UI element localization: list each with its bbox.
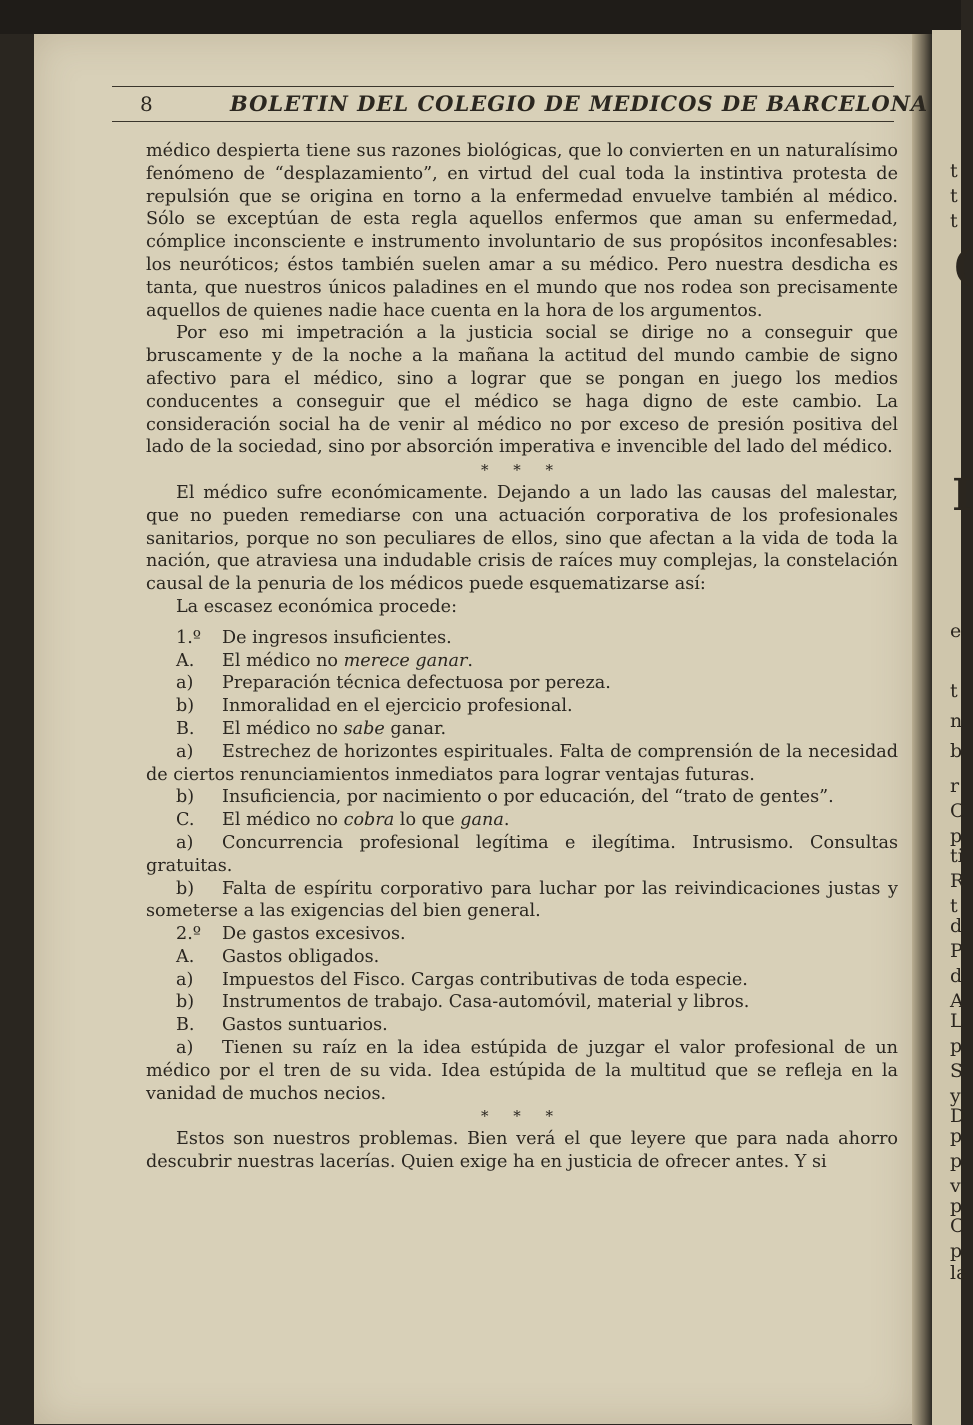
next-page-fragment: p <box>950 825 963 847</box>
next-page-fragment: R <box>950 870 965 892</box>
outline-text: Falta de espíritu corporativo para luchar por las reivindicaciones justas y someterse a las exigencias del bien general. <box>146 878 898 922</box>
outline-item <box>146 946 898 969</box>
next-page-fragment: y <box>950 1085 961 1107</box>
emphasis: gana <box>460 810 504 831</box>
outline-text: El médico no <box>222 718 344 739</box>
outline-text: Estrechez de horizontes espirituales. Falta de comprensión de la necesidad de ciertos renunciamientos inmediatos para lograr ventajas futuras. <box>146 741 898 785</box>
emphasis: cobra <box>343 810 395 831</box>
next-page-fragment: t <box>950 160 958 182</box>
next-page-fragment: p <box>950 1195 963 1217</box>
outline-label: C. <box>176 810 195 831</box>
next-page-fragment: e <box>950 620 962 642</box>
outline-item <box>146 832 898 878</box>
paragraph: médico despierta tiene sus razones biológicas, que lo convierten en un naturalísimo fenómeno de “desplazamiento”, en virtud del cual toda la instintiva protesta de repulsión que se origina en torno a la enfermedad envuelve también al médico. Sólo se exceptúan de esta regla aquellos enfermos que aman su enfermedad, cómplice inconsciente e instrumento involuntario de sus propósitos inconfesables: los neuróticos; éstos también suelen amar a su médico. Pero nuestra desdicha es tanta, que nuestros únicos paladines en el mundo que nos rodea son precisamente aquellos de quienes nadie hace cuenta en la hora de los argumentos. <box>146 141 898 321</box>
outline-label: B. <box>176 1015 195 1036</box>
outline-label: A. <box>176 946 195 967</box>
next-page-fragment: r <box>950 775 960 797</box>
outline-text: De gastos excesivos. <box>222 924 406 945</box>
next-page-edge <box>932 30 973 1425</box>
outline-label: 2.º <box>176 924 202 945</box>
outline-label: b) <box>176 878 195 899</box>
journal-title: BOLETIN DEL COLEGIO DE MEDICOS DE BARCELONA <box>230 91 929 116</box>
next-page-fragment: d <box>950 915 963 937</box>
outline-item <box>146 878 898 924</box>
next-page-fragment: ( <box>952 240 973 291</box>
paragraph: Por eso mi impetración a la justicia social se dirige no a conseguir que bruscamente y de la noche a la mañana la actitud del mundo cambie de signo afectivo para el médico, sino a lograr que se pongan en juego los medios conducentes a conseguir que el médico se haga digno de este cambio. La consideración social ha de venir al médico no por exceso de presión positiva del lado de la sociedad, sino por absorción imperativa e invencible del lado del médico. <box>146 323 898 458</box>
section-separator: * * * <box>480 461 564 480</box>
outline-label: a) <box>176 1038 194 1059</box>
outline-text: . <box>467 650 473 671</box>
outline-text: El médico no <box>222 810 344 831</box>
outline-label: B. <box>176 718 195 739</box>
outline-text: lo que <box>394 810 461 831</box>
outline-text: Preparación técnica defectuosa por pereza. <box>222 673 611 694</box>
outline-text: El médico no <box>222 650 344 671</box>
outline-item <box>146 923 898 946</box>
next-page-fragment: v <box>950 1175 961 1197</box>
next-page-fragment: I <box>952 470 973 521</box>
next-page-fragment: C <box>950 1215 965 1237</box>
emphasis: sabe <box>343 718 385 739</box>
outline-label: 1.º <box>176 627 202 648</box>
outline-text: Instrumentos de trabajo. Casa-automóvil, material y libros. <box>222 992 750 1013</box>
article-body <box>146 140 898 1174</box>
next-page-fragment: la <box>950 1262 968 1284</box>
page-number: 8 <box>140 92 153 116</box>
next-page-fragment: t <box>950 210 958 232</box>
next-page-fragment: d <box>950 965 963 987</box>
next-page-fragment: t <box>950 895 958 917</box>
outline-item <box>146 695 898 718</box>
next-page-fragment: p <box>950 1150 963 1172</box>
outline-item <box>146 627 898 650</box>
outline-label: b) <box>176 696 195 717</box>
outline-item <box>146 809 898 832</box>
next-page-fragment: p <box>950 1240 963 1262</box>
next-page-fragment: b <box>950 740 963 762</box>
outline-text: Inmoralidad en el ejercicio profesional. <box>222 696 573 717</box>
next-page-fragment: p <box>950 1125 963 1147</box>
outline-label: b) <box>176 787 195 808</box>
outline-text: De ingresos insuficientes. <box>222 627 452 648</box>
next-page-fragment: L <box>950 1010 963 1032</box>
paragraph: El médico sufre económicamente. Dejando a un lado las causas del malestar, que no pueden remediarse con una actuación corporativa de los profesionales sanitarios, porque no son peculiares de ellos, sino que afectan a la vida de toda la nación, que atraviesa una indudable crisis de raíces muy complejas, la constelación causal de la penuria de los médicos puede esquematizarse así: <box>146 482 898 595</box>
next-page-fragment: C <box>950 800 965 822</box>
section-separator: * * * <box>480 1107 564 1126</box>
next-page-fragment: t <box>950 680 958 702</box>
next-page-fragment: S <box>950 1060 964 1082</box>
outline-text: Gastos suntuarios. <box>222 1015 388 1036</box>
next-page-fragment: A <box>950 990 964 1012</box>
running-header <box>112 86 929 122</box>
next-page-fragment: D <box>950 1105 966 1127</box>
outline-item <box>146 741 898 787</box>
outline-label: a) <box>176 969 194 990</box>
outline-label: a) <box>176 741 194 762</box>
causes-outline <box>146 627 898 1106</box>
outline-item <box>146 650 898 673</box>
outline-label: A. <box>176 650 195 671</box>
next-page-fragment: P <box>950 940 963 962</box>
next-page-fragment: p <box>950 1035 963 1057</box>
outline-item <box>146 718 898 741</box>
outline-text: ganar. <box>384 718 447 739</box>
paragraph: La escasez económica procede: <box>176 596 458 617</box>
outline-item <box>146 1037 898 1105</box>
outline-item <box>146 991 898 1014</box>
outline-text: Insuficiencia, por nacimiento o por educación, del “trato de gentes”. <box>222 787 834 808</box>
paragraph: Estos son nuestros problemas. Bien verá el que leyere que para nada ahorro descubrir nuestras lacerías. Quien exige ha en justicia de ofrecer antes. Y si <box>146 1129 898 1173</box>
outline-text: Impuestos del Fisco. Cargas contributivas de toda especie. <box>222 969 748 990</box>
outline-text: Tienen su raíz en la idea estúpida de juzgar el valor profesional de un médico por el tren de su vida. Idea estúpida de la multitud que se refleja en la vanidad de muchos necios. <box>146 1038 898 1104</box>
next-page-fragment: n <box>950 710 963 732</box>
outline-text: . <box>503 810 510 831</box>
next-page-fragment: t <box>950 185 958 207</box>
next-page-fragment: ti <box>950 845 964 867</box>
outline-text: Gastos obligados. <box>222 946 380 967</box>
outline-item <box>146 969 898 992</box>
outline-label: a) <box>176 673 194 694</box>
outline-label: a) <box>176 832 194 853</box>
outline-item <box>146 672 898 695</box>
emphasis: merece ganar <box>343 650 468 671</box>
scan-background <box>0 0 961 34</box>
outline-text: Concurrencia profesional legítima e ilegítima. Intrusismo. Consultas gratuitas. <box>146 832 898 876</box>
outline-item <box>146 786 898 809</box>
outline-label: b) <box>176 992 195 1013</box>
outline-item <box>146 1014 898 1037</box>
book-spine <box>912 34 932 1425</box>
